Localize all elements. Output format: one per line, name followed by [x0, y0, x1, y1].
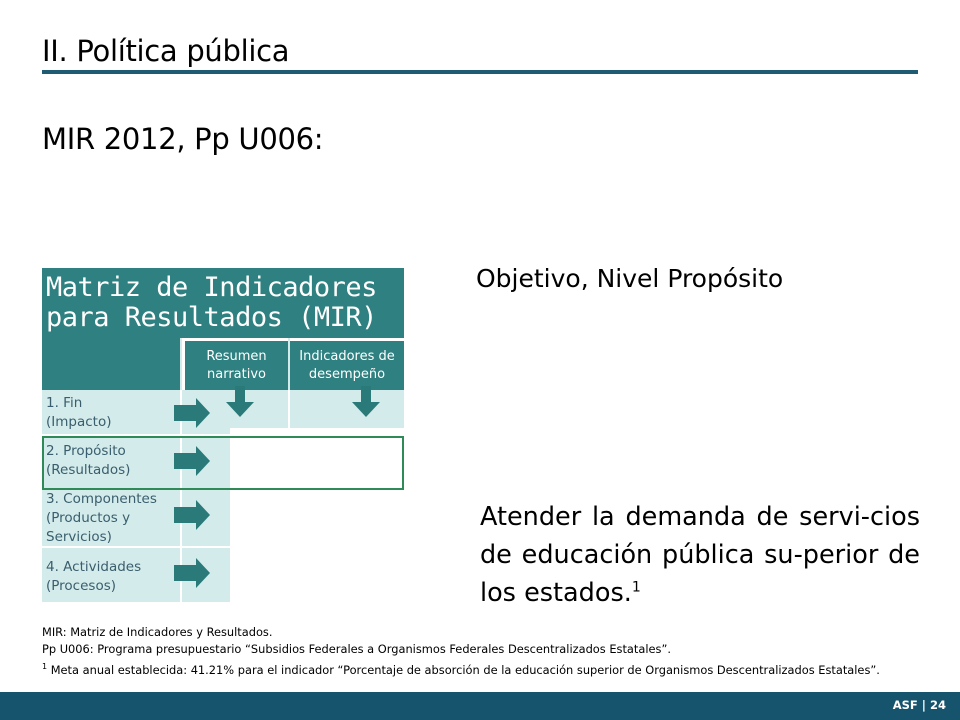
mir-column-indicadores-line2: desempeño [308, 367, 386, 382]
mir-row-proposito-line1: 2. Propósito [46, 443, 126, 459]
mir-column-resumen-line2: narrativo [207, 367, 266, 382]
title-divider [42, 70, 918, 74]
footnotes [42, 624, 922, 679]
mir-row-componentes [46, 490, 178, 547]
slide-subtitle: MIR 2012, Pp U006: [42, 122, 324, 156]
mir-figure [42, 268, 404, 602]
mir-column-indicadores [290, 338, 404, 390]
mir-column-resumen [182, 338, 288, 390]
right-arrow-icon [172, 498, 212, 532]
right-arrow-icon [172, 396, 212, 430]
footnote-meta-text: Meta anual establecida: 41.21% para el indicador “Porcentaje de absorción de la educación superior de Organismos Descentralizados Estatales”. [47, 662, 880, 677]
mir-title-line1: Matriz de Indicadores [46, 272, 377, 303]
mir-row-proposito-line2: (Resultados) [46, 462, 131, 478]
objective-text [480, 498, 920, 612]
mir-row-componentes-line1: 3. Componentes [46, 491, 157, 507]
objective-heading: Objetivo, Nivel Propósito [476, 264, 784, 293]
mir-title [42, 268, 404, 338]
mir-title-line2: para Resultados (MIR) [46, 302, 377, 333]
mir-corner-cell [42, 338, 180, 390]
objective-text-body: Atender la demanda de servi-cios de educación pública su-perior de los estados. [480, 502, 920, 608]
mir-column-indicadores-line1: Indicadores de [299, 349, 395, 364]
mir-row-actividades-line2: (Procesos) [46, 578, 117, 594]
mir-column-resumen-line1: Resumen [206, 349, 267, 364]
objective-footnote-marker: 1 [631, 579, 641, 596]
mir-row-actividades [46, 558, 178, 596]
down-arrow-icon [224, 386, 256, 418]
right-arrow-icon [172, 556, 212, 590]
page-number: ASF | 24 [892, 698, 946, 712]
down-arrow-icon [350, 386, 382, 418]
footnote-meta [42, 658, 922, 679]
mir-row-componentes-line3: Servicios) [46, 529, 112, 545]
mir-row-actividades-line1: 4. Actividades [46, 559, 142, 575]
footnote-mir: MIR: Matriz de Indicadores y Resultados. [42, 625, 273, 639]
footnote-meta-marker: 1 [42, 662, 48, 671]
footer-bar [0, 692, 960, 720]
footnote-pp: Pp U006: Programa presupuestario “Subsidios Federales a Organismos Federales Descentralizados Estatales”. [42, 642, 671, 656]
mir-row-componentes-line2: (Productos y [46, 510, 131, 526]
mir-row-fin [46, 394, 178, 432]
mir-row-fin-line2: (Impacto) [46, 414, 112, 430]
mir-row-fin-line1: 1. Fin [46, 395, 83, 411]
slide-title: II. Política pública [42, 34, 290, 68]
proposito-highlight [42, 436, 404, 490]
